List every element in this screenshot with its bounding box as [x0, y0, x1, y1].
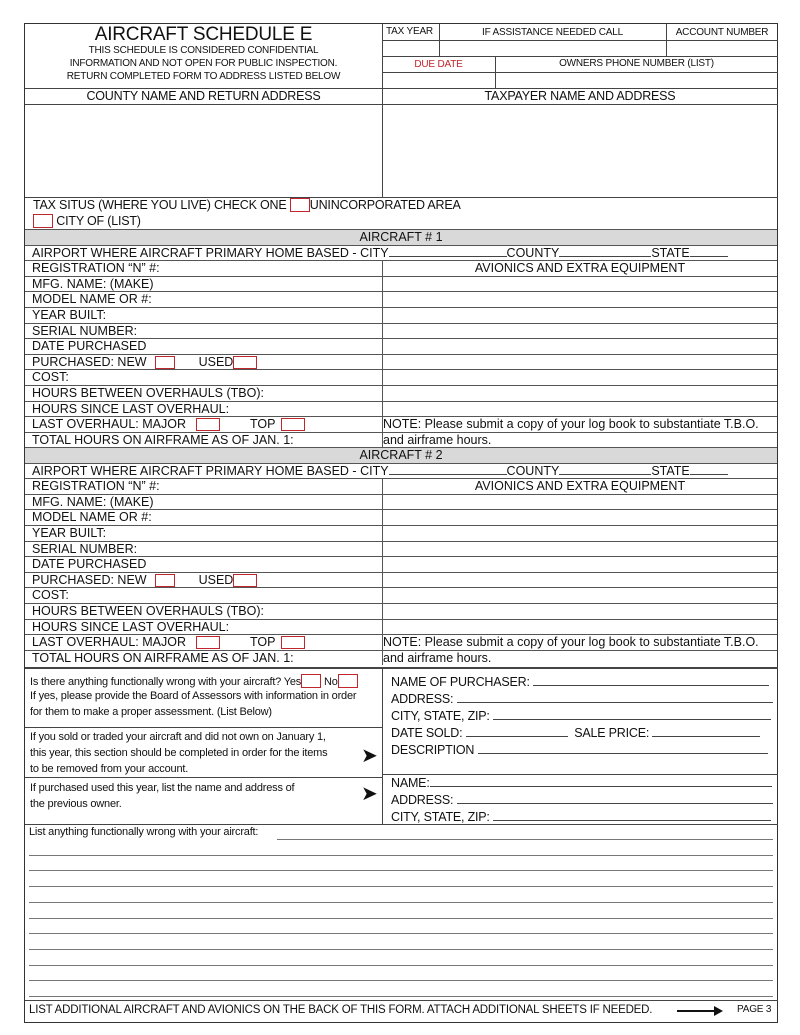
- aircraft-header: [25, 229, 777, 245]
- date-sold-label: DATE SOLD:: [391, 726, 463, 740]
- city-of-label: CITY OF (LIST): [56, 214, 141, 228]
- used-label: USED: [198, 572, 234, 587]
- field-label: MFG. NAME: (MAKE): [32, 494, 154, 509]
- top-label: TOP: [249, 635, 276, 650]
- due-date-label: DUE DATE: [414, 59, 463, 70]
- state-label: STATE: [651, 463, 690, 478]
- purchaser-label: NAME OF PURCHASER:: [391, 675, 530, 689]
- list-label: List anything functionally wrong with your aircraft:: [29, 826, 259, 838]
- q1-line: [30, 674, 358, 688]
- avionics-heading: AVIONICS AND EXTRA EQUIPMENT: [474, 261, 686, 276]
- note-text: and airframe hours.: [383, 650, 492, 665]
- list-entry-line[interactable]: [29, 902, 773, 903]
- registration-label: REGISTRATION “N” #:: [32, 261, 160, 276]
- last-row[interactable]: [25, 416, 777, 432]
- city-label: CITY, STATE, ZIP:: [391, 810, 490, 824]
- tbo-row[interactable]: [25, 603, 777, 619]
- used-label: USED: [198, 354, 234, 369]
- airport-row: [25, 245, 777, 261]
- account-number-label: ACCOUNT NUMBER: [675, 27, 769, 38]
- since-label: HOURS SINCE LAST OVERHAUL:: [32, 619, 230, 634]
- owners-phone-label: OWNERS PHONE NUMBER (LIST): [559, 58, 714, 69]
- field-row[interactable]: [25, 291, 777, 307]
- owners-phone-field[interactable]: [496, 73, 778, 88]
- unincorporated-checkbox[interactable]: [290, 198, 310, 212]
- q1-text: Is there anything functionally wrong with your aircraft? Yes: [30, 676, 302, 688]
- last-row[interactable]: [25, 634, 777, 650]
- purchaser-line[interactable]: [391, 675, 769, 689]
- total-row[interactable]: [25, 650, 777, 666]
- address-line[interactable]: [391, 692, 773, 706]
- total-row[interactable]: [25, 432, 777, 448]
- footer-text: LIST ADDITIONAL AIRCRAFT AND AVIONICS ON THE BACK OF THIS FORM. ATTACH ADDITIONAL SHEETS IF NEEDED.: [29, 1004, 653, 1016]
- notice-line: RETURN COMPLETED FORM TO ADDRESS LISTED BELOW: [66, 71, 341, 82]
- field-row[interactable]: [25, 307, 777, 323]
- field-label: DATE PURCHASED: [32, 339, 147, 354]
- list-entry-line[interactable]: [29, 886, 773, 887]
- address-label: ADDRESS:: [391, 793, 454, 807]
- assistance-label: IF ASSISTANCE NEEDED CALL: [482, 27, 623, 38]
- q3-text: the previous owner.: [30, 798, 122, 810]
- page-number: PAGE 3: [737, 1004, 772, 1015]
- purchased-new-label: PURCHASED: NEW: [32, 354, 147, 369]
- aircraft-schedule-form: [24, 23, 778, 1023]
- city-of: [33, 214, 141, 228]
- description-label: DESCRIPTION: [391, 743, 475, 757]
- prev-name-line[interactable]: [391, 776, 772, 790]
- county-address-field[interactable]: [26, 105, 381, 197]
- cost-label: COST:: [32, 588, 69, 603]
- airport-line[interactable]: [32, 464, 728, 478]
- q2-text: to be removed from your account.: [30, 763, 189, 775]
- field-row[interactable]: [25, 338, 777, 354]
- field-label: SERIAL NUMBER:: [32, 541, 138, 556]
- airport-label: AIRPORT WHERE AIRCRAFT PRIMARY HOME BASED - CITY: [32, 463, 389, 478]
- list-entry-line[interactable]: [29, 870, 773, 871]
- purchased-row[interactable]: [25, 572, 777, 588]
- new-checkbox[interactable]: [155, 574, 175, 587]
- sale-price-label: SALE PRICE:: [574, 726, 650, 740]
- q1-text: If yes, please provide the Board of Assessors with information in order: [30, 690, 357, 702]
- aircraft-title: AIRCRAFT # 1: [359, 230, 443, 244]
- field-label: YEAR BUILT:: [32, 526, 107, 540]
- q2-text: If you sold or traded your aircraft and did not own on January 1,: [30, 731, 326, 743]
- tbo-label: HOURS BETWEEN OVERHAULS (TBO):: [32, 386, 264, 400]
- taxpayer-heading: TAXPAYER NAME AND ADDRESS: [484, 89, 676, 103]
- field-label: YEAR BUILT:: [32, 308, 107, 322]
- unincorporated-label: UNINCORPORATED AREA: [309, 198, 461, 212]
- notice-line: INFORMATION AND NOT OPEN FOR PUBLIC INSPECTION.: [69, 58, 338, 69]
- major-checkbox[interactable]: [196, 636, 220, 649]
- field-row[interactable]: [25, 276, 777, 292]
- field-label: MODEL NAME OR #:: [32, 292, 152, 307]
- used-checkbox[interactable]: [233, 574, 257, 587]
- field-label: MFG. NAME: (MAKE): [32, 276, 154, 291]
- field-row[interactable]: [25, 525, 777, 541]
- field-row[interactable]: [25, 541, 777, 557]
- city-label: CITY, STATE, ZIP:: [391, 709, 490, 723]
- notice-line: THIS SCHEDULE IS CONSIDERED CONFIDENTIAL: [88, 45, 319, 56]
- cost-row[interactable]: [25, 369, 777, 385]
- account-number-field[interactable]: [667, 41, 778, 56]
- since-label: HOURS SINCE LAST OVERHAUL:: [32, 401, 230, 416]
- form-title: AIRCRAFT SCHEDULE E: [94, 24, 313, 45]
- total-hours-label: TOTAL HOURS ON AIRFRAME AS OF JAN. 1:: [32, 432, 294, 447]
- field-label: SERIAL NUMBER:: [32, 323, 138, 338]
- aircraft-title: AIRCRAFT # 2: [359, 448, 443, 462]
- cost-row[interactable]: [25, 587, 777, 603]
- note-text: NOTE: Please submit a copy of your log book to substantiate T.B.O.: [383, 635, 759, 650]
- registration-row[interactable]: [25, 260, 777, 276]
- tax-situs: [33, 198, 461, 212]
- purchased-new-label: PURCHASED: NEW: [32, 572, 147, 587]
- q1-text: for them to make a proper assessment. (List Below): [30, 706, 272, 718]
- note-text: and airframe hours.: [383, 432, 492, 447]
- tbo-label: HOURS BETWEEN OVERHAULS (TBO):: [32, 604, 264, 618]
- note-text: NOTE: Please submit a copy of your log book to substantiate T.B.O.: [383, 417, 759, 432]
- field-row[interactable]: [25, 494, 777, 510]
- avionics-heading: AVIONICS AND EXTRA EQUIPMENT: [474, 479, 686, 494]
- list-entry-line[interactable]: [29, 855, 773, 856]
- list-entry-line[interactable]: [29, 949, 773, 950]
- field-row[interactable]: [25, 556, 777, 572]
- prev-city-line[interactable]: [391, 810, 771, 824]
- purchased-row[interactable]: [25, 354, 777, 370]
- field-label: MODEL NAME OR #:: [32, 510, 152, 525]
- list-entry-line[interactable]: [29, 965, 773, 966]
- list-entry-line[interactable]: [29, 933, 773, 934]
- last-overhaul-label: LAST OVERHAUL: MAJOR: [32, 417, 186, 432]
- date-sold-line[interactable]: [391, 726, 760, 740]
- county-heading: COUNTY NAME AND RETURN ADDRESS: [86, 89, 321, 103]
- total-hours-label: TOTAL HOURS ON AIRFRAME AS OF JAN. 1:: [32, 650, 294, 665]
- registration-label: REGISTRATION “N” #:: [32, 479, 160, 494]
- q2-text: this year, this section should be completed in order for the items: [30, 747, 328, 759]
- city-line[interactable]: [391, 709, 771, 723]
- description-line[interactable]: [391, 743, 768, 757]
- address-label: ADDRESS:: [391, 692, 454, 706]
- airport-row: [25, 463, 777, 479]
- state-label: STATE: [651, 245, 690, 260]
- top-checkbox[interactable]: [281, 418, 305, 431]
- tax-year-label: TAX YEAR: [386, 26, 433, 37]
- top-checkbox[interactable]: [281, 636, 305, 649]
- since-row[interactable]: [25, 619, 777, 635]
- yes-checkbox[interactable]: [301, 674, 321, 688]
- top-label: TOP: [249, 417, 276, 432]
- field-row[interactable]: [25, 509, 777, 525]
- arrow-right-icon: ➤: [361, 783, 378, 805]
- since-row[interactable]: [25, 401, 777, 417]
- assistance-field[interactable]: [440, 41, 666, 56]
- prev-address-line[interactable]: [391, 793, 773, 807]
- arrow-right-icon: [677, 1010, 715, 1012]
- no-checkbox[interactable]: [338, 674, 358, 688]
- field-label: DATE PURCHASED: [32, 557, 147, 572]
- tbo-row[interactable]: [25, 385, 777, 401]
- county-label: COUNTY: [506, 463, 560, 478]
- new-checkbox[interactable]: [155, 356, 175, 369]
- list-entry-line[interactable]: [29, 918, 773, 919]
- city-of-checkbox[interactable]: [33, 214, 53, 228]
- last-overhaul-label: LAST OVERHAUL: MAJOR: [32, 635, 186, 650]
- major-checkbox[interactable]: [196, 418, 220, 431]
- taxpayer-address-field[interactable]: [383, 105, 778, 197]
- tax-situs-label: TAX SITUS (WHERE YOU LIVE) CHECK ONE: [33, 198, 287, 212]
- arrow-right-icon: ➤: [361, 745, 378, 767]
- airport-label: AIRPORT WHERE AIRCRAFT PRIMARY HOME BASED - CITY: [32, 245, 389, 260]
- q3-text: If purchased used this year, list the name and address of: [30, 782, 295, 794]
- cost-label: COST:: [32, 370, 69, 385]
- list-entry-line[interactable]: [29, 996, 773, 997]
- registration-row[interactable]: [25, 478, 777, 494]
- field-row[interactable]: [25, 323, 777, 339]
- used-checkbox[interactable]: [233, 356, 257, 369]
- list-entry-line[interactable]: [29, 980, 773, 981]
- airport-line[interactable]: [32, 246, 728, 260]
- name-label: NAME:: [391, 776, 430, 790]
- no-label: No: [323, 676, 338, 688]
- county-label: COUNTY: [506, 245, 560, 260]
- aircraft-header: [25, 447, 777, 463]
